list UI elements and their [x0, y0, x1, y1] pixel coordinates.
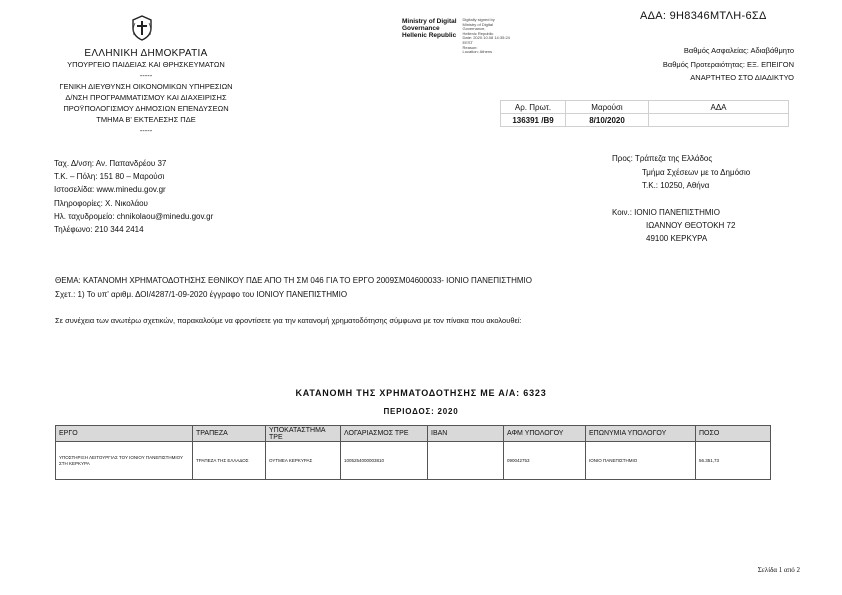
signer-detail: Hellenic Republic	[462, 30, 494, 36]
priority-level: Βαθμός Προτεραιότητας: ΕΞ. ΕΠΕΙΓΟΝ	[662, 59, 794, 69]
column-header: ΑΦΜ ΥΠΟΛΟΓΟΥ	[504, 426, 586, 442]
copy-street: ΙΩΑΝΝΟΥ ΘΕΟΤΟΚΗ 72	[646, 221, 736, 230]
copy-block	[612, 206, 735, 245]
signer-name: Ministry of Digital	[402, 18, 457, 25]
address: Ταχ. Δ/νση: Αν. Παπανδρέου 37	[54, 159, 167, 168]
cell-amount: 56.351,73	[696, 442, 771, 480]
contact-block	[54, 157, 213, 236]
column-header: ΛΟΓΑΡΙΑΣΜΟΣ ΤΡΕ	[341, 426, 428, 442]
signer-detail: EEST	[462, 39, 473, 45]
subject-block	[55, 274, 532, 301]
protocol-header: ΑΔΑ	[649, 101, 789, 114]
dept-line: ΤΜΗΜΑ Β' ΕΚΤΕΛΕΣΗΣ ΠΔΕ	[96, 115, 196, 124]
intro-text: Σε συνέχεια των ανωτέρω σχετικών, παρακαλούμε να φροντίσετε για την κατανομή χρηματοδότησης σύμφωνα με τον πίνακα που ακολουθεί:	[55, 316, 522, 325]
recipient-block	[612, 152, 750, 193]
column-header: ΕΠΩΝΥΜΙΑ ΥΠΟΛΟΓΟΥ	[586, 426, 696, 442]
phone: Τηλέφωνο: 210 344 2414	[54, 225, 144, 235]
protocol-header: Μαρούσι	[566, 101, 649, 114]
country-title: ΕΛΛΗΝΙΚΗ ΔΗΜΟΚΡΑΤΙΑ	[84, 48, 208, 59]
ministry-title: ΥΠΟΥΡΓΕΙΟ ΠΑΙΔΕΙΑΣ ΚΑΙ ΘΡΗΣΚΕΥΜΑΤΩΝ	[67, 60, 225, 69]
cell-afm: 090042753	[504, 442, 586, 480]
protocol-number: 136391 /Β9	[501, 114, 566, 127]
signer-detail: Ministry of Digital	[462, 21, 493, 27]
allocation-period: ΠΕΡΙΟΔΟΣ: 2020	[383, 407, 459, 416]
subject-reference: Σχετ.: 1) Το υπ' αριθμ. ΔΟΙ/4287/1-09-2020 έγγραφο του ΙΟΝΙΟΥ ΠΑΝΕΠΙΣΤΗΜΙΟ	[55, 289, 348, 299]
cell-project: ΥΠΟΣΤΗΡΙΞΗ ΛΕΙΤΟΥΡΓΙΑΣ ΤΟΥ ΙΟΝΙΟΥ ΠΑΝΕΠΙΣΤΗΜΙΟΥ ΣΤΗ ΚΕΡΚΥΡΑ	[56, 442, 193, 480]
page-number: Σελίδα 1 από 2	[757, 566, 800, 574]
postal: Τ.Κ. – Πόλη: 151 80 – Μαρούσι	[54, 172, 165, 182]
signer-detail: Digitally signed by	[462, 17, 495, 22]
recipient-tk: Τ.Κ.: 10250, Αθήνα	[642, 181, 710, 190]
signer-name: Governance	[402, 25, 440, 32]
signer-detail: Governance,	[462, 26, 486, 32]
subject-title: ΘΕΜΑ: ΚΑΤΑΝΟΜΗ ΧΡΗΜΑΤΟΔΟΤΗΣΗΣ ΕΘΝΙΚΟΥ ΠΔΕ ΑΠΟ ΤΗ ΣΜ 046 ΓΙΑ ΤΟ ΕΡΓΟ 2009ΣΜ04600033- ΙΟΝΙΟ ΠΑΝΕΠΙΣΤΗΜΙΟ	[55, 276, 532, 285]
column-header: ΤΡΑΠΕΖΑ	[193, 426, 266, 442]
cell-iban	[428, 442, 504, 480]
signer-detail: Location: Athens	[462, 49, 493, 55]
column-header: ΠΟΣΟ	[696, 426, 771, 442]
protocol-date: 8/10/2020	[566, 114, 649, 127]
posting-note: ΑΝΑΡΤΗΤΕΟ ΣΤΟ ΔΙΑΔΙΚΤΥΟ	[690, 73, 794, 82]
protocol-header: Αρ. Πρωτ.	[501, 101, 566, 114]
separator: -----	[139, 71, 153, 80]
signer-detail: Reason:	[462, 44, 478, 50]
digital-signature	[402, 18, 523, 55]
dept-line: ΓΕΝΙΚΗ ΔΙΕΥΘΥΝΣΗ ΟΙΚΟΝΟΜΙΚΩΝ ΥΠΗΡΕΣΙΩΝ	[59, 82, 233, 91]
recipient-dept: Τμήμα Σχέσεων με το Δημόσιο	[642, 167, 751, 177]
email: Ηλ. ταχυδρομείο: chnikolaou@minedu.gov.gr	[54, 211, 214, 221]
ada-code: ΑΔΑ: 9Η8346ΜΤΛΗ-6ΣΔ	[640, 10, 767, 22]
signer-detail: Date: 2020.10.08 14:35:24	[462, 35, 510, 41]
cell-branch: ΟΥΤΜΕΑ ΚΕΡΚΥΡΑΣ	[266, 442, 341, 480]
copy-city: 49100 ΚΕΡΚΥΡΑ	[646, 234, 708, 243]
signer-name: Hellenic Republic	[402, 32, 457, 39]
column-header: ΥΠΟΚΑΤΑΣΤΗΜΑ ΤΡΕ	[266, 426, 341, 442]
greek-emblem-icon	[131, 15, 153, 41]
column-header: ΕΡΓΟ	[56, 426, 193, 442]
doc-meta	[663, 44, 794, 85]
recipient-to: Προς: Τράπεζα της Ελλάδος	[612, 154, 713, 163]
protocol-ada	[649, 114, 789, 127]
cell-name: ΙΟΝΙΟ ΠΑΝΕΠΙΣΤΗΜΙΟ	[586, 442, 696, 480]
allocation-title: ΚΑΤΑΝΟΜΗ ΤΗΣ ΧΡΗΜΑΤΟΔΟΤΗΣΗΣ ΜΕ Α/Α: 6323	[295, 388, 547, 398]
column-header: IBAN	[428, 426, 504, 442]
security-level: Βαθμός Ασφαλείας: Αδιαβάθμητο	[683, 46, 794, 55]
cell-bank: ΤΡΑΠΕΖΑ ΤΗΣ ΕΛΛΑΔΟΣ	[193, 442, 266, 480]
table-row	[56, 442, 771, 480]
dept-line: Δ/ΝΣΗ ΠΡΟΓΡΑΜΜΑΤΙΣΜΟΥ ΚΑΙ ΔΙΑΧΕΙΡΙΣΗΣ	[65, 93, 227, 102]
website: Ιστοσελίδα: www.minedu.gov.gr	[54, 185, 166, 195]
separator: -----	[139, 126, 153, 135]
allocation-table	[55, 425, 771, 480]
protocol-table	[500, 100, 789, 127]
info: Πληροφορίες: Χ. Νικολάου	[54, 198, 148, 208]
cell-account: 1005254000003810	[341, 442, 428, 480]
issuer-header	[36, 48, 256, 136]
copy-label: Κοιν.: ΙΟΝΙΟ ΠΑΝΕΠΙΣΤΗΜΙΟ	[612, 208, 720, 217]
dept-line: ΠΡΟΫΠΟΛΟΓΙΣΜΟΥ ΔΗΜΟΣΙΩΝ ΕΠΕΝΔΥΣΕΩΝ	[63, 104, 229, 113]
